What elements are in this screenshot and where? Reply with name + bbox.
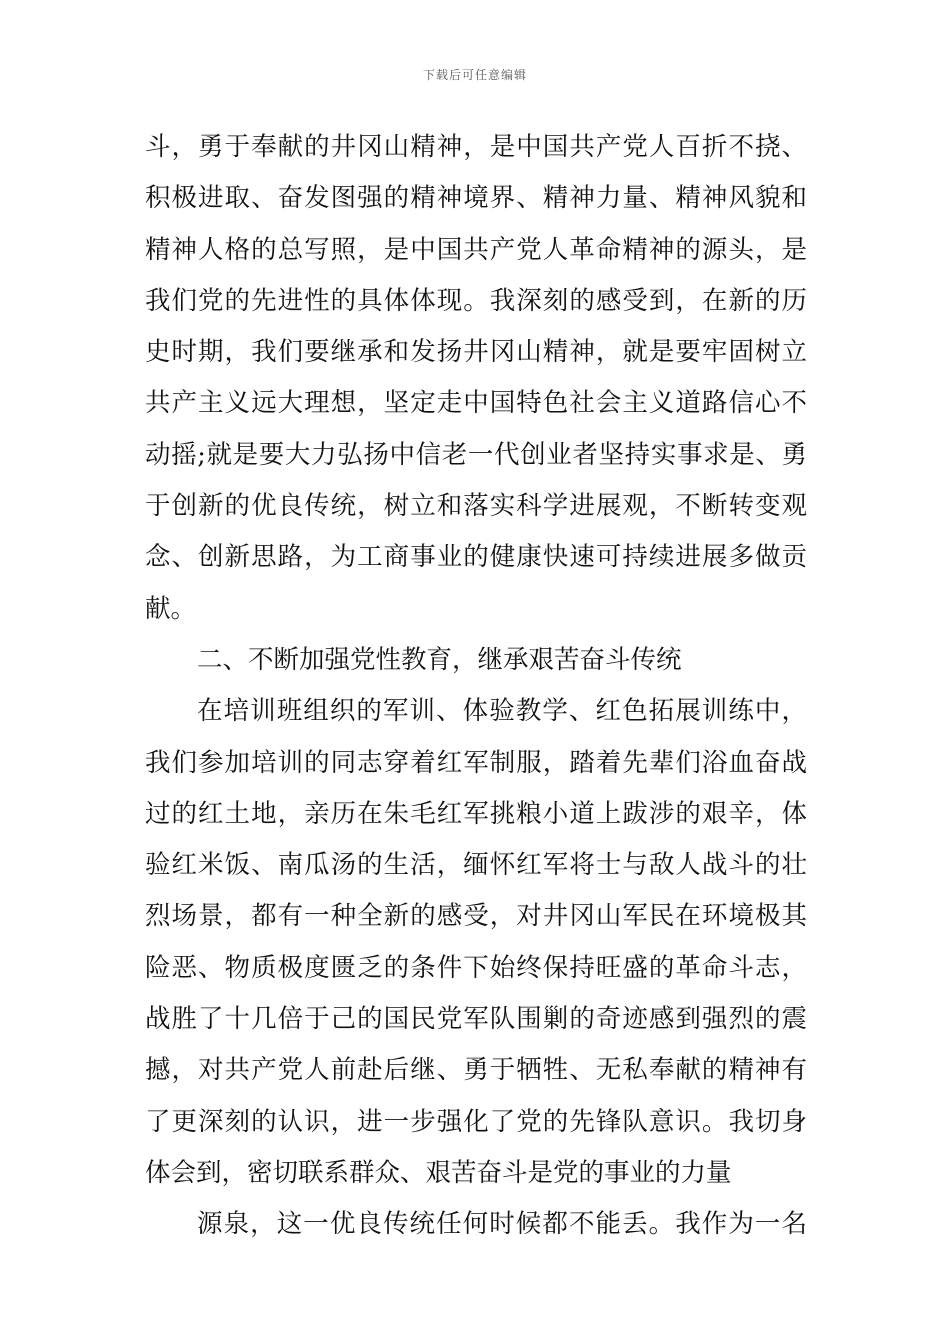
text-line: 积极进取、奋发图强的精神境界、精神力量、精神风貌和 — [145, 183, 807, 214]
text-line: 在培训班组织的军训、体验教学、红色拓展训练中， — [197, 696, 807, 727]
text-line: 动摇;就是要大力弘扬中信老一代创业者坚持实事求是、勇 — [145, 439, 807, 470]
text-line: 念、创新思路，为工商事业的健康快速可持续进展多做贡 — [145, 542, 807, 573]
text-line: 过的红土地，亲历在朱毛红军挑粮小道上跋涉的艰辛，体 — [145, 798, 807, 829]
text-line: 我们党的先进性的具体体现。我深刻的感受到，在新的历 — [145, 285, 807, 316]
text-line: 撼，对共产党人前赴后继、勇于牺牲、无私奉献的精神有 — [145, 1055, 807, 1086]
header-note: 下载后可任意编辑 — [422, 68, 527, 82]
text-line: 烈场景，都有一种全新的感受，对井冈山军民在环境极其 — [145, 901, 807, 932]
text-line: 险恶、物质极度匮乏的条件下始终保持旺盛的革命斗志， — [145, 952, 807, 983]
text-line: 了更深刻的认识，进一步强化了党的先锋队意识。我切身 — [145, 1106, 807, 1137]
text-line: 于创新的优良传统，树立和落实科学进展观，不断转变观 — [145, 491, 807, 522]
text-line: 史时期，我们要继承和发扬井冈山精神，就是要牢固树立 — [145, 337, 807, 368]
text-line: 源泉，这一优良传统任何时候都不能丢。我作为一名 — [197, 1209, 807, 1240]
text-line: 战胜了十几倍于己的国民党军队围剿的奇迹感到强烈的震 — [145, 1004, 807, 1035]
text-line: 验红米饭、南瓜汤的生活，缅怀红军将士与敌人战斗的壮 — [145, 850, 807, 881]
text-line: 我们参加培训的同志穿着红军制服，踏着先辈们浴血奋战 — [145, 747, 807, 778]
text-line: 斗，勇于奉献的井冈山精神，是中国共产党人百折不挠、 — [145, 132, 807, 162]
text-line: 献。 — [145, 593, 197, 624]
text-line: 体会到，密切联系群众、艰苦奋斗是党的事业的力量 — [145, 1157, 732, 1188]
text-line: 共产主义远大理想，坚定走中国特色社会主义道路信心不 — [145, 388, 807, 419]
section-heading: 二、不断加强党性教育，继承艰苦奋斗传统 — [197, 644, 682, 675]
text-line: 精神人格的总写照，是中国共产党人革命精神的源头，是 — [145, 234, 807, 265]
body-text — [145, 122, 807, 1251]
